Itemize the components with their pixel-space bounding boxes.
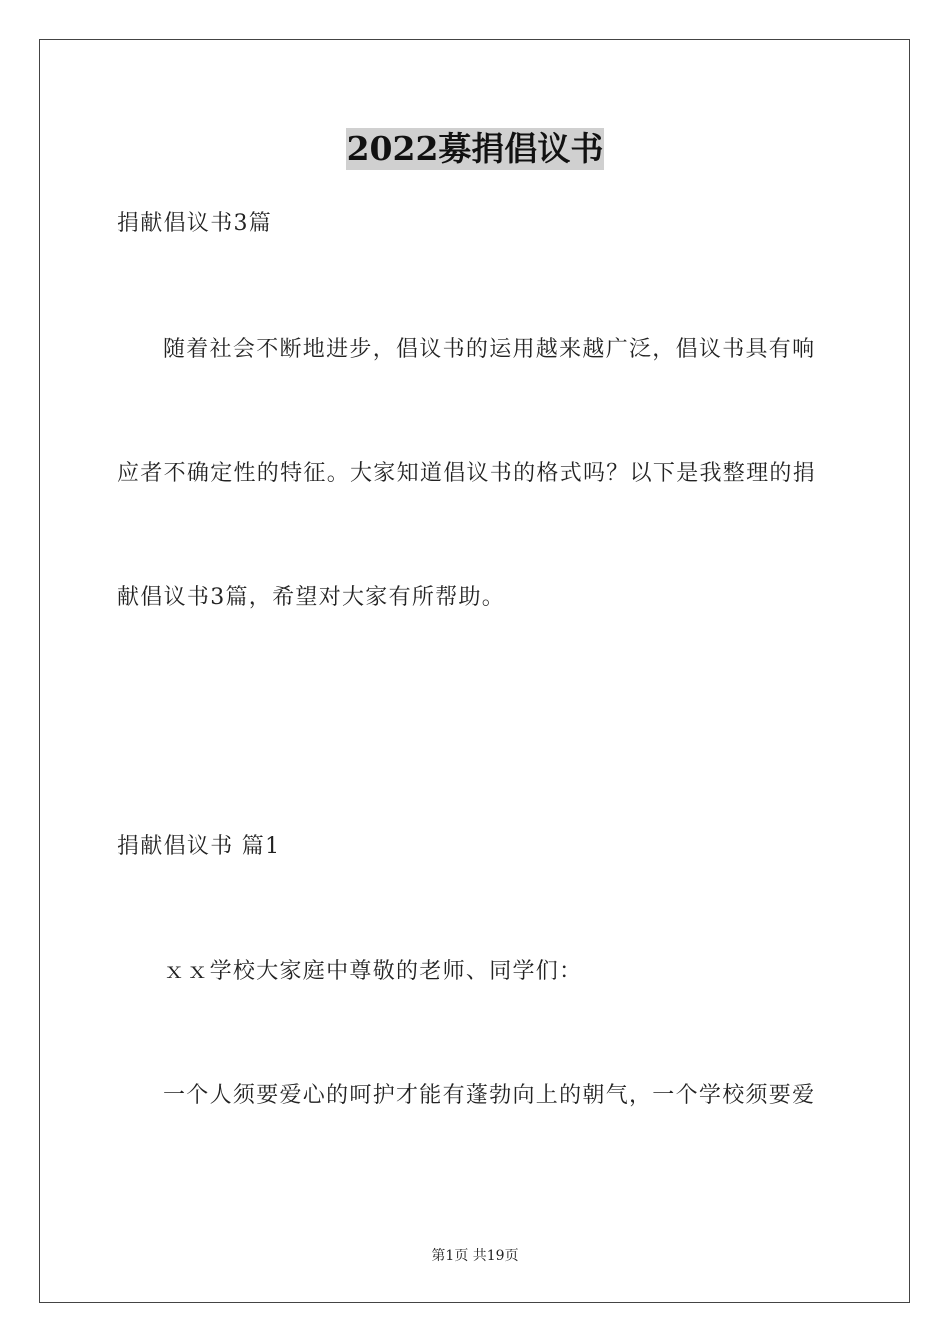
document-subtitle: 捐献倡议书3篇 — [117, 211, 273, 236]
title-container — [0, 128, 950, 170]
intro-line-2: 应者不确定性的特征。大家知道倡议书的格式吗？以下是我整理的捐 — [117, 461, 817, 486]
section-heading: 捐献倡议书 篇1 — [117, 834, 281, 859]
intro-line-3: 献倡议书3篇，希望对大家有所帮助。 — [117, 585, 506, 610]
intro-line-1: 随着社会不断地进步，倡议书的运用越来越广泛，倡议书具有响 — [163, 337, 816, 362]
salutation: ｘｘ学校大家庭中尊敬的老师、同学们： — [163, 959, 583, 984]
document-title: 2022募捐倡议书 — [346, 129, 604, 168]
body-line-1: 一个人须要爱心的呵护才能有蓬勃向上的朝气，一个学校须要爱 — [163, 1083, 816, 1108]
page-number: 第1页 共19页 — [431, 1248, 519, 1264]
